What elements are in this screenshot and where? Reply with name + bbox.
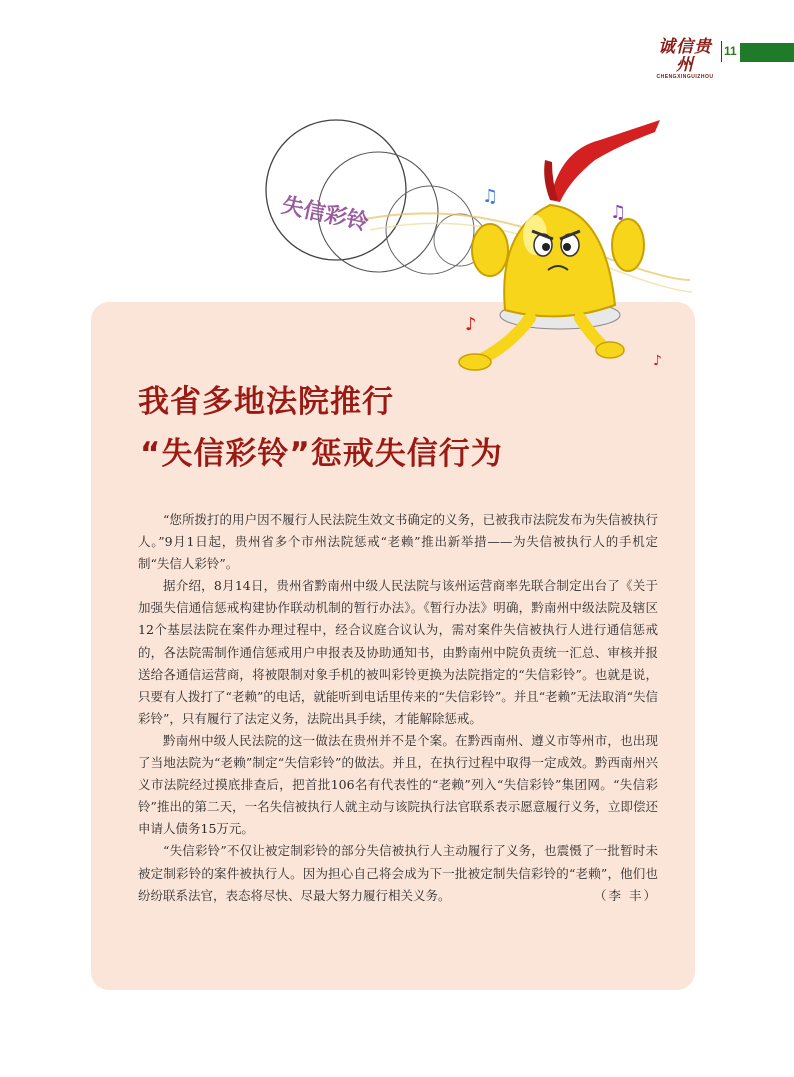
music-note-red: ♪ bbox=[465, 314, 477, 335]
music-note-blue: ♫ bbox=[482, 186, 499, 207]
article-body bbox=[138, 509, 658, 907]
right-arm bbox=[612, 219, 644, 271]
red-ribbon bbox=[550, 120, 660, 202]
paragraph-1: “您所拨打的用户因不履行人民法院生效文书确定的义务，已被我市法院发布为失信被执行人。”9月1日起，贵州省多个市州法院惩戒“老赖”推出新举措——为失信被执行人的手机定制“失信人彩铃”。 bbox=[138, 512, 658, 572]
decor-ring-1 bbox=[266, 120, 406, 260]
author-byline: （李 丰） bbox=[594, 887, 658, 903]
paragraph-2: 据介绍，8月14日，贵州省黔南州中级人民法院与该州运营商率先联合制定出台了《关于加强失信通信惩戒构建协作联动机制的暂行办法》。《暂行办法》明确，黔南州中级法院及辖区12个基层法院在案件办理过程中，经合议庭合议认为，需对案件失信被执行人进行通信惩戒的，各法院需制作通信惩戒用户申报表及协助通知书，由黔南州中院负责统一汇总、审核并报送给各通信运营商，将被限制对象手机的被叫彩铃更换为法院指定的“失信彩铃”。也就是说，只要有人拨打了“老赖”的电话，就能听到电话里传来的“失信彩铃”。并且“老赖”无法取消“失信彩铃”，只有履行了法定义务，法院出具手续，才能解除惩戒。 bbox=[138, 578, 659, 726]
magazine-logo bbox=[652, 37, 718, 80]
left-arm bbox=[472, 224, 508, 276]
logo-chinese: 诚信贵州 bbox=[658, 37, 712, 75]
music-note-purple: ♫ bbox=[610, 202, 627, 223]
left-pupil bbox=[542, 243, 550, 251]
article-title-line1: 我省多地法院推行 bbox=[138, 384, 394, 420]
page-number: 11 bbox=[724, 44, 737, 58]
right-foot bbox=[596, 342, 624, 358]
badge-text: 失信彩铃 bbox=[279, 193, 371, 236]
paragraph-3: 黔南州中级人民法院的这一做法在贵州并不是个案。在黔西南州、遵义市等州市，也出现了当地法院为“老赖”制定“失信彩铃”的做法。并且，在执行过程中取得一定成效。黔西南州兴义市法院经过摸底排查后，把首批106名有代表性的“老赖”列入“失信彩铃”集团网。“失信彩铃”推出的第二天，一名失信被执行人就主动与该院执行法官联系表示愿意履行义务，立即偿还申请人债务15万元。 bbox=[138, 732, 658, 837]
paragraph-4-text: “失信彩铃”不仅让被定制彩铃的部分失信被执行人主动履行了义务，也震慑了一批暂时未被定制彩铃的案件被执行人。因为担心自己将会成为下一批被定制失信彩铃的“老赖”，他们也纷纷联系法官，表态将尽快、尽最大努力履行相关义务。 bbox=[138, 843, 658, 903]
header-green-bar bbox=[740, 43, 794, 62]
music-note-red-2: ♪ bbox=[653, 353, 662, 369]
logo-english: CHENGXINGUIZHOU bbox=[656, 74, 714, 80]
article-title-line2: “失信彩铃”惩戒失信行为 bbox=[140, 436, 503, 472]
paragraph-4 bbox=[138, 840, 658, 906]
bell-mascot-illustration bbox=[260, 110, 700, 380]
header-divider bbox=[721, 41, 722, 62]
bell-body bbox=[504, 205, 615, 316]
right-pupil bbox=[563, 243, 571, 251]
left-foot bbox=[459, 354, 491, 370]
left-leg bbox=[480, 318, 530, 360]
decor-ring-3 bbox=[386, 186, 474, 274]
